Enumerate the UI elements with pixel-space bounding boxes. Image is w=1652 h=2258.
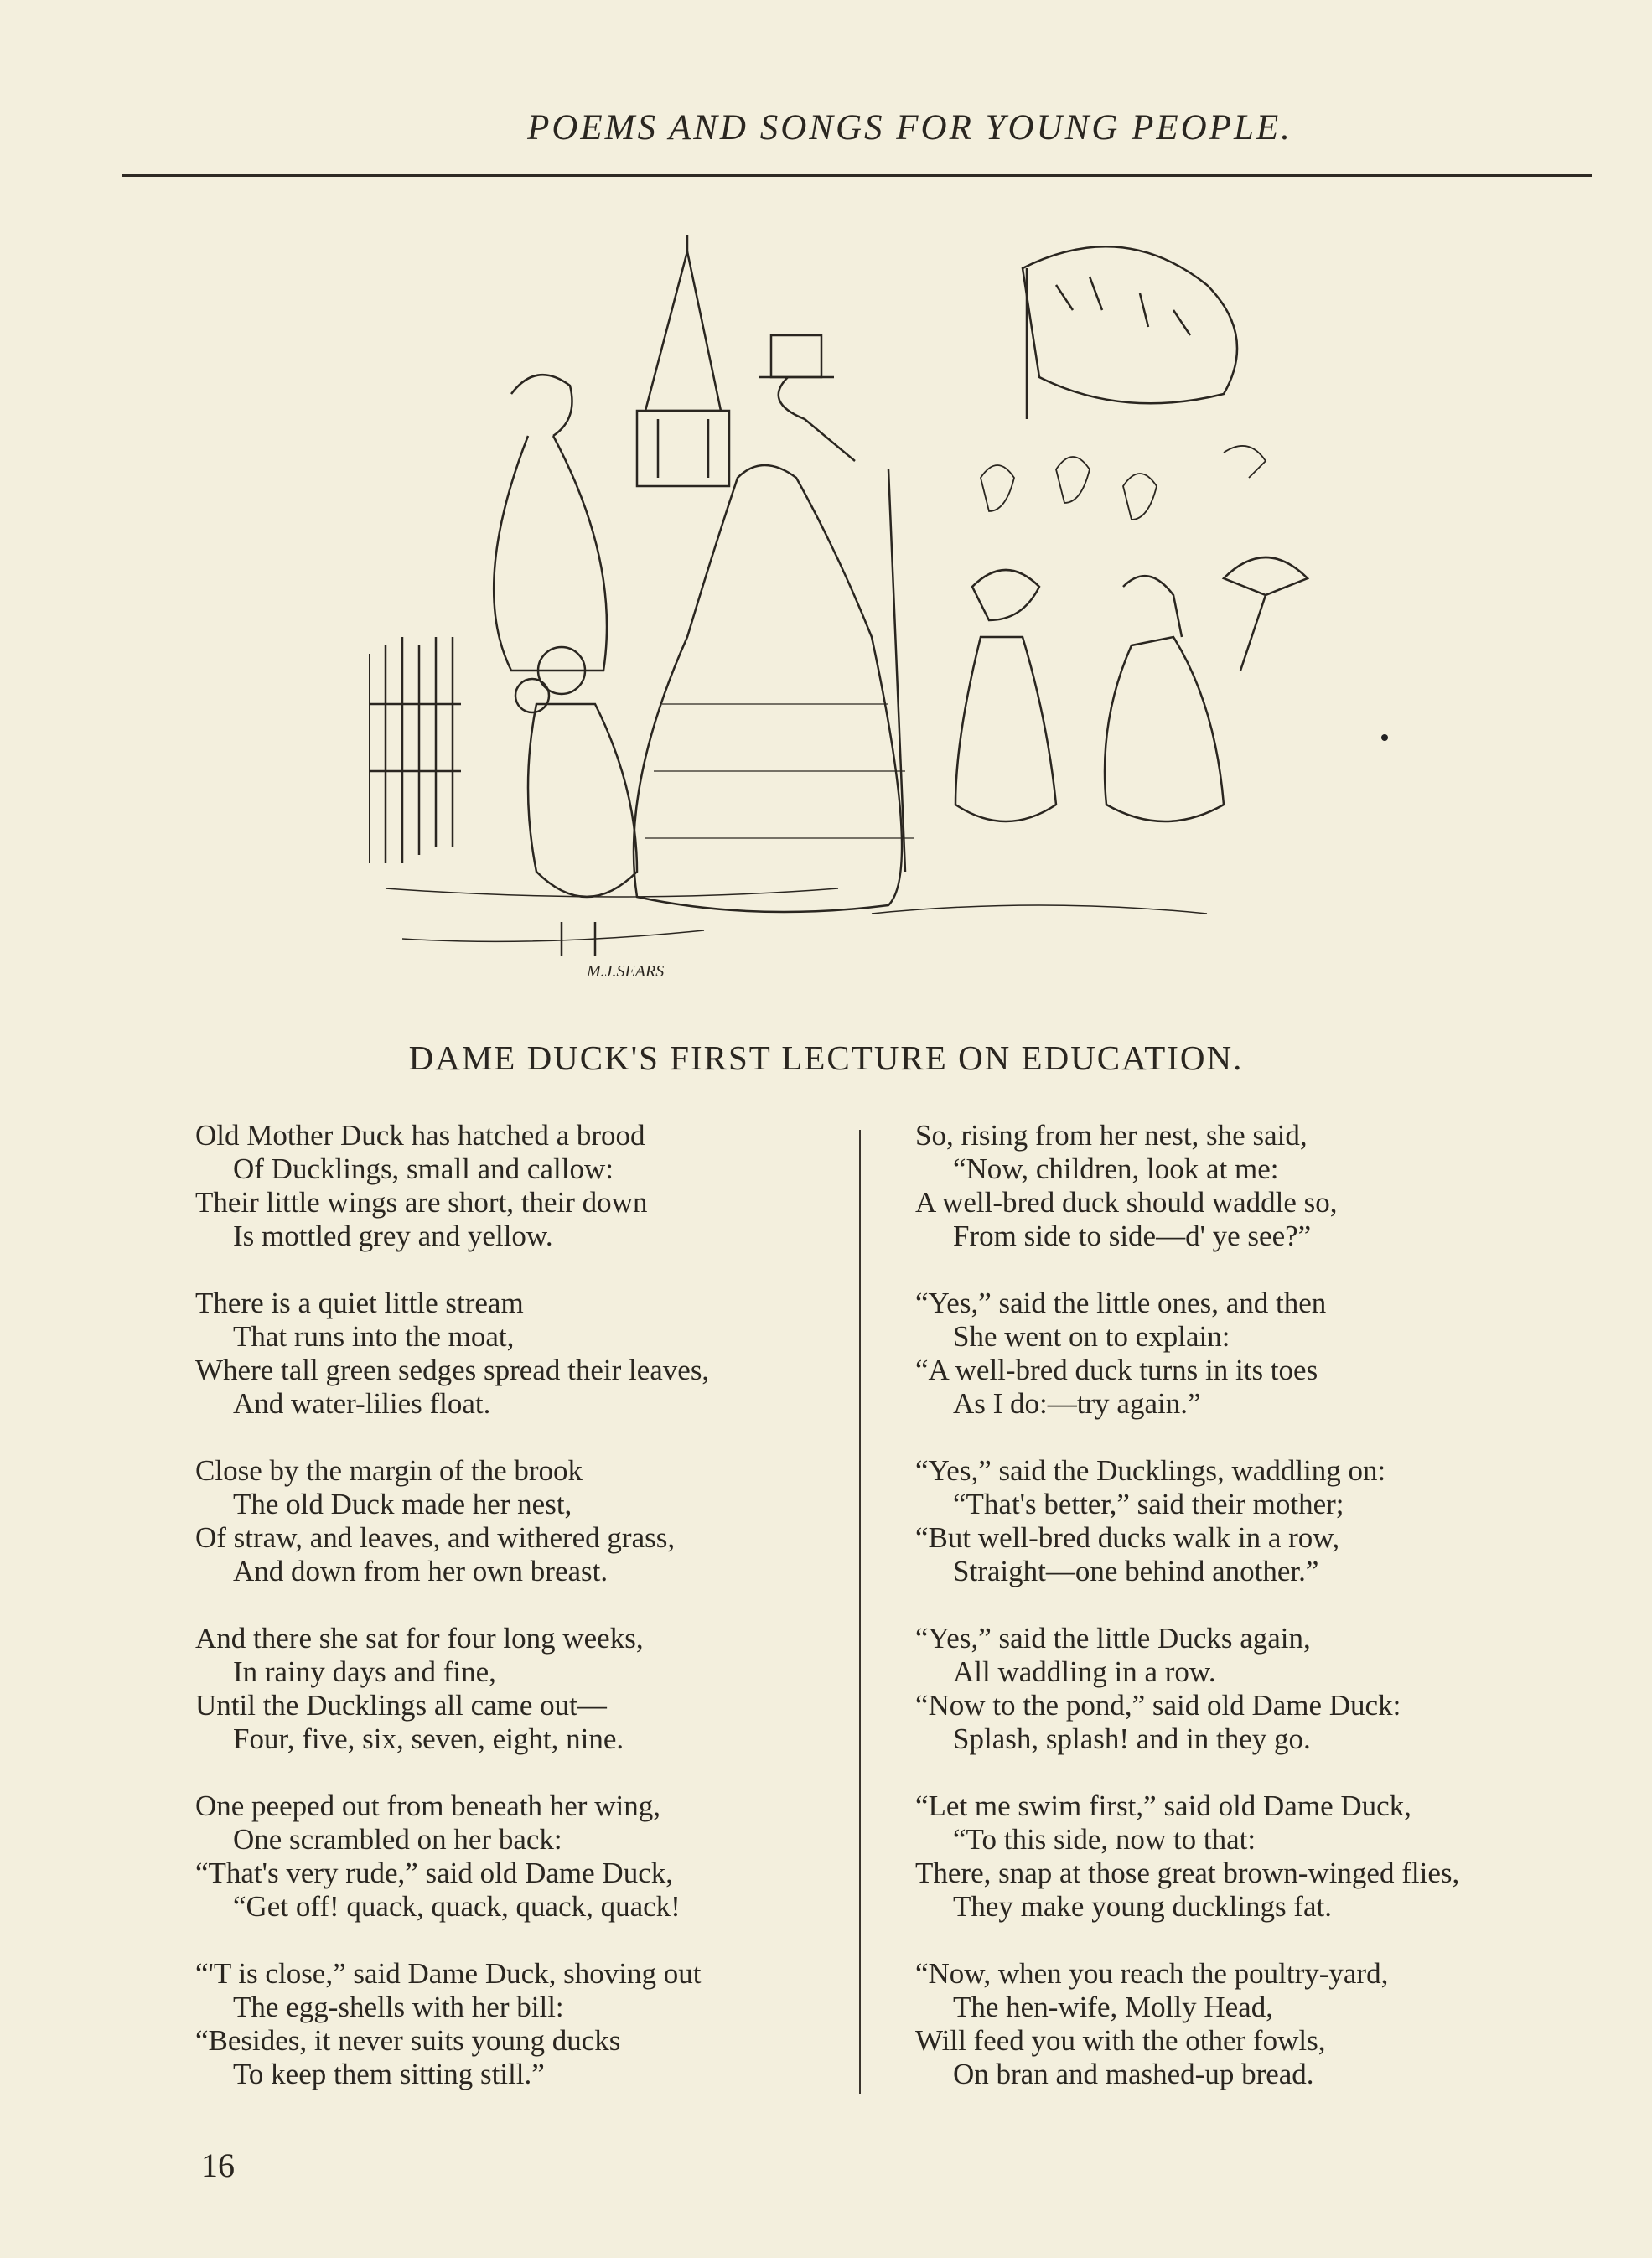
stanza xyxy=(195,1119,866,1253)
verse-line: One peeped out from beneath her wing, xyxy=(195,1789,660,1822)
verse-line: All waddling in a row. xyxy=(953,1655,1216,1688)
verse-line: There is a quiet little stream xyxy=(195,1287,524,1319)
verse-line: Of straw, and leaves, and withered grass, xyxy=(195,1521,676,1554)
verse-line: In rainy days and fine, xyxy=(233,1655,496,1688)
verse-line: Until the Ducklings all came out— xyxy=(195,1689,607,1722)
verse-line: Close by the margin of the brook xyxy=(195,1454,583,1487)
verse-line: “Besides, it never suits young ducks xyxy=(195,2024,621,2057)
verse-line: To keep them sitting still.” xyxy=(233,2058,545,2090)
verse-line: And water-lilies float. xyxy=(233,1387,491,1420)
dancing-ducklings xyxy=(981,446,1266,520)
verse-line: The egg-shells with her bill: xyxy=(233,1991,564,2023)
verse-line: So, rising from her nest, she said, xyxy=(915,1119,1308,1152)
dame-duck-figure xyxy=(634,335,914,912)
verse-line: As I do:—try again.” xyxy=(953,1387,1201,1420)
verse-line: Four, five, six, seven, eight, nine. xyxy=(233,1722,624,1755)
verse-line: “Now, children, look at me: xyxy=(953,1152,1279,1185)
verse-line: Straight—one behind another.” xyxy=(953,1555,1319,1587)
verse-line: “To this side, now to that: xyxy=(953,1823,1256,1856)
verse-line: From side to side—d' ye see?” xyxy=(953,1220,1312,1252)
stanza xyxy=(915,1287,1586,1421)
verse-line: That runs into the moat, xyxy=(233,1320,515,1353)
verse-line: “But well-bred ducks walk in a row, xyxy=(915,1521,1340,1554)
engraving-illustration xyxy=(369,201,1349,989)
verse-line: The old Duck made her nest, xyxy=(233,1488,572,1520)
tree-drawing xyxy=(1023,246,1237,419)
stanza xyxy=(195,1957,866,2091)
verse-line: And there she sat for four long weeks, xyxy=(195,1622,644,1655)
girl-with-baby-figure xyxy=(515,647,637,956)
verse-line: And down from her own breast. xyxy=(233,1555,608,1587)
stanza xyxy=(195,1789,866,1924)
lady-figure-left xyxy=(494,375,607,671)
page-number: 16 xyxy=(201,2147,235,2184)
verse-line: A well-bred duck should waddle so, xyxy=(915,1186,1338,1219)
verse-line: Of Ducklings, small and callow: xyxy=(233,1152,614,1185)
left-column xyxy=(195,1119,866,2125)
church-drawing xyxy=(637,235,729,486)
stanza xyxy=(915,1622,1586,1756)
verse-line: “Now to the pond,” said old Dame Duck: xyxy=(915,1689,1401,1722)
verse-line: There, snap at those great brown-winged flies, xyxy=(915,1857,1460,1889)
running-head: POEMS AND SONGS FOR YOUNG PEOPLE. xyxy=(527,108,1292,148)
verse-line: “Get off! quack, quack, quack, quack! xyxy=(233,1890,681,1923)
stanza xyxy=(195,1454,866,1588)
verse-line: Their little wings are short, their down xyxy=(195,1186,648,1219)
verse-line: “'T is close,” said Dame Duck, shoving out xyxy=(195,1957,702,1990)
verse-line: Is mottled grey and yellow. xyxy=(233,1220,553,1252)
verse-line: “Now, when you reach the poultry-yard, xyxy=(915,1957,1389,1990)
verse-line: “Yes,” said the little ones, and then xyxy=(915,1287,1327,1319)
verse-line: “Yes,” said the Ducklings, waddling on: xyxy=(915,1454,1386,1487)
stanza xyxy=(915,1789,1586,1924)
header-rule xyxy=(122,174,1592,177)
verse-line: One scrambled on her back: xyxy=(233,1823,562,1856)
verse-line: They make young ducklings fat. xyxy=(953,1890,1332,1923)
right-column xyxy=(915,1119,1586,2125)
verse-line: She went on to explain: xyxy=(953,1320,1230,1353)
fence-drawing xyxy=(369,637,461,863)
verse-line: “A well-bred duck turns in its toes xyxy=(915,1354,1318,1386)
verse-line: Splash, splash! and in they go. xyxy=(953,1722,1311,1755)
verse-line: “Let me swim first,” said old Dame Duck, xyxy=(915,1789,1411,1822)
children-figures xyxy=(955,557,1308,821)
verse-line: “Yes,” said the little Ducks again, xyxy=(915,1622,1311,1655)
column-divider xyxy=(859,1130,861,2094)
ink-dot xyxy=(1381,734,1388,741)
verse-line: On bran and mashed-up bread. xyxy=(953,2058,1314,2090)
illustration-signature: M.J.SEARS xyxy=(587,962,665,981)
stanza xyxy=(915,1454,1586,1588)
verse-line: “That's better,” said their mother; xyxy=(953,1488,1344,1520)
stanza xyxy=(195,1287,866,1421)
poem-title: DAME DUCK'S FIRST LECTURE ON EDUCATION. xyxy=(408,1038,1244,1077)
verse-line: The hen-wife, Molly Head, xyxy=(953,1991,1273,2023)
stanza xyxy=(195,1622,866,1756)
verse-line: Where tall green sedges spread their leaves, xyxy=(195,1354,710,1386)
verse-line: Will feed you with the other fowls, xyxy=(915,2024,1326,2057)
verse-line: Old Mother Duck has hatched a brood xyxy=(195,1119,645,1152)
stanza xyxy=(915,1119,1586,1253)
stanza xyxy=(915,1957,1586,2091)
verse-line: “That's very rude,” said old Dame Duck, xyxy=(195,1857,673,1889)
